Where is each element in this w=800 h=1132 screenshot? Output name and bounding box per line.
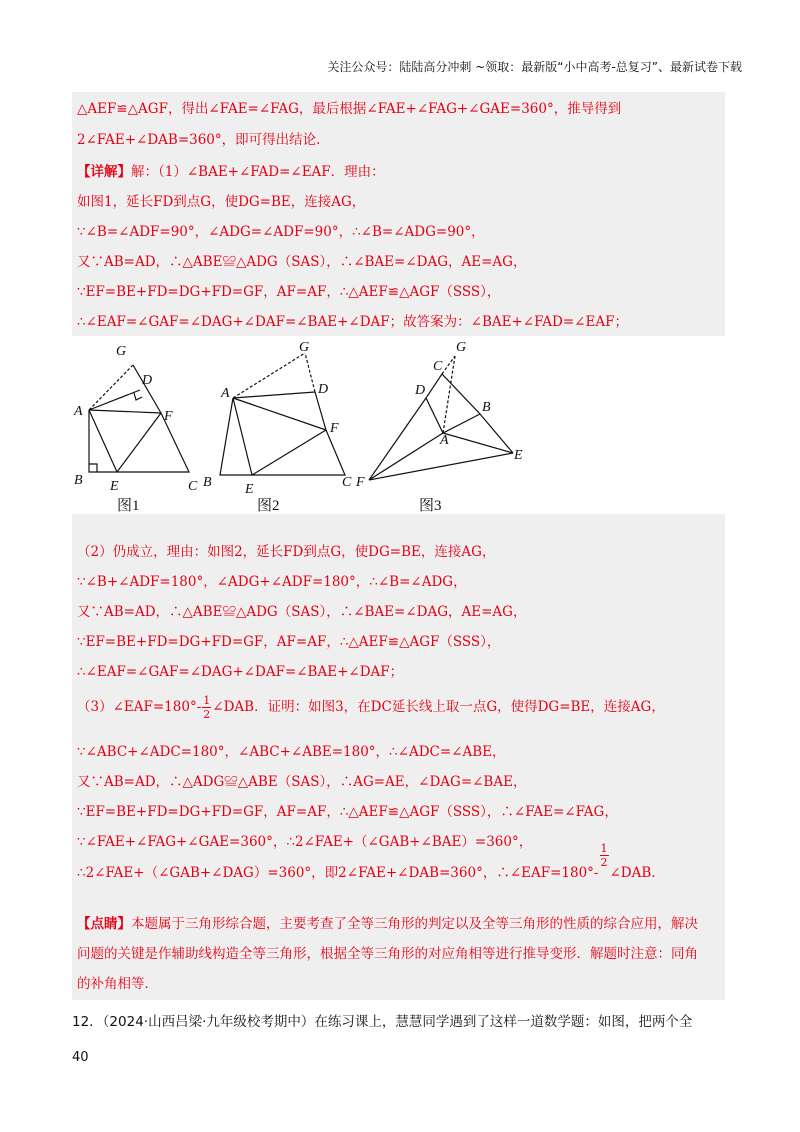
fig2-label-e: E	[245, 482, 254, 497]
solution-block-top	[72, 92, 725, 336]
geometry-figures	[72, 338, 525, 514]
text-line: ∵EF=BE+FD=DG+FD=GF，AF=AF，∴△AEF≌△AGF（SSS），∴∠FAE=∠FAG，	[77, 804, 618, 820]
text-line: 又∵AB=AD，∴△ADG≌△ABE（SAS），∴AG=AE，∠DAG=∠BAE，	[77, 774, 527, 790]
text-line: △AEF≌△AGF，得出∠FAE=∠FAG，最后根据∠FAE+∠FAG+∠GAE=360°，推导得到	[77, 101, 622, 117]
fig2-label-a: A	[221, 386, 230, 401]
comment-line	[77, 912, 698, 932]
fig3-label-a: A	[440, 433, 449, 448]
detail-tag: 【详解】	[77, 164, 131, 180]
fig2-label-b: B	[203, 475, 212, 490]
fig1-label-b: B	[74, 473, 83, 488]
fig3-caption: 图3	[419, 498, 442, 514]
fig3-label-c: C	[433, 359, 443, 374]
page-header: 关注公众号：陆陆高分冲刺 ~领取：最新版“小中高考-总复习”、最新试卷下载	[327, 60, 742, 74]
part3-start: （3）∠EAF=180°-	[77, 699, 202, 715]
text-line: ∵EF=BE+FD=DG+FD=GF，AF=AF，∴△AEF≌△AGF（SSS），	[77, 284, 501, 300]
text-line: ∴∠EAF=∠GAF=∠DAG+∠DAF=∠BAE+∠DAF；故答案为：∠BAE+∠FAD=∠EAF；	[77, 314, 628, 330]
text-line: 问题的关键是作辅助线构造全等三角形，根据全等三角形的对应角相等进行推导变形．解题时注意：同角	[77, 946, 698, 962]
text-line: 又∵AB=AD，∴△ABE≌△ADG（SAS），∴∠BAE=∠DAG，AE=AG，	[77, 604, 527, 620]
fraction-denominator: 2	[203, 708, 211, 721]
detail-line	[77, 160, 385, 180]
fraction-numerator: 1	[203, 694, 211, 707]
fig2-label-d: D	[318, 382, 329, 397]
fig2-label-c: C	[342, 475, 352, 490]
text-line: ∵∠FAE+∠FAG+∠GAE=360°，∴2∠FAE+（∠GAB+∠BAE）=360°，	[77, 834, 533, 850]
comment-tag: 【点睛】	[77, 916, 131, 932]
fig1-label-g: G	[116, 344, 127, 359]
fig2-label-f: F	[330, 421, 339, 436]
page-number: 40	[72, 1050, 89, 1065]
fig1-label-c: C	[188, 479, 198, 494]
text-line: 如图1，延长FD到点G，使DG=BE，连接AG，	[77, 194, 366, 210]
text-line: ∵∠B+∠ADF=180°，∠ADG+∠ADF=180°，∴∠B=∠ADG，	[77, 574, 467, 590]
final-start: ∴2∠FAE+（∠GAB+∠DAG）=360°，即2∠FAE+∠DAB=360°，∴∠EAF=180°-	[77, 865, 599, 881]
fig2-caption: 图2	[257, 498, 280, 514]
fig3-label-e: E	[514, 448, 523, 463]
text-line: （2）仍成立，理由：如图2，延长FD到点G，使DG=BE，连接AG，	[77, 544, 496, 560]
fig1-label-a: A	[74, 404, 83, 419]
fig1-label-f: F	[164, 409, 173, 424]
fraction	[202, 694, 211, 721]
fig3-label-f: F	[356, 475, 365, 490]
text-line: ∵∠ABC+∠ADC=180°，∠ABC+∠ABE=180°，∴∠ADC=∠ABE，	[77, 744, 506, 760]
question-12: 12．（2024·山西吕梁·九年级校考期中）在练习课上，慧慧同学遇到了这样一道数学题：如图，把两个全	[72, 1014, 693, 1030]
text-line	[77, 694, 665, 721]
text-line: 2∠FAE+∠DAB=360°，即可得出结论．	[77, 132, 330, 148]
detail-head: 解：（1）∠BAE+∠FAD=∠EAF．理由：	[131, 164, 385, 180]
text-line: ∵EF=BE+FD=DG+FD=GF，AF=AF，∴△AEF≌△AGF（SSS），	[77, 634, 501, 650]
text-line: ∵∠B=∠ADF=90°，∠ADG=∠ADF=90°，∴∠B=∠ADG=90°，	[77, 224, 485, 240]
fraction-numerator: 1	[600, 842, 608, 855]
fig3-label-b: B	[482, 400, 491, 415]
fig2-label-g: G	[299, 340, 310, 355]
fig1-label-e: E	[110, 479, 119, 494]
fig3-label-d: D	[415, 383, 426, 398]
fig3-label-g: G	[456, 340, 467, 355]
fig1-label-d: D	[142, 373, 153, 388]
fig1-caption: 图1	[117, 498, 140, 514]
solution-block-bottom	[72, 514, 725, 1000]
text-line: 的补角相等．	[77, 976, 158, 992]
final-rest: ∠DAB．	[609, 865, 665, 881]
text-line: 又∵AB=AD，∴△ABE≌△ADG（SAS），∴∠BAE=∠DAG，AE=AG，	[77, 254, 527, 270]
text-line: ∴∠EAF=∠GAF=∠DAG+∠DAF=∠BAE+∠DAF；	[77, 664, 404, 680]
figures-svg	[72, 338, 525, 514]
comment-text: 本题属于三角形综合题，主要考查了全等三角形的判定以及全等三角形的性质的综合应用，解决	[131, 916, 698, 932]
fig1-quad	[89, 365, 189, 472]
part3-rest: ∠DAB．证明：如图3，在DC延长线上取一点G，使得DG=BE，连接AG，	[212, 699, 665, 715]
fraction-denominator: 2	[600, 856, 608, 869]
fraction	[600, 842, 609, 869]
